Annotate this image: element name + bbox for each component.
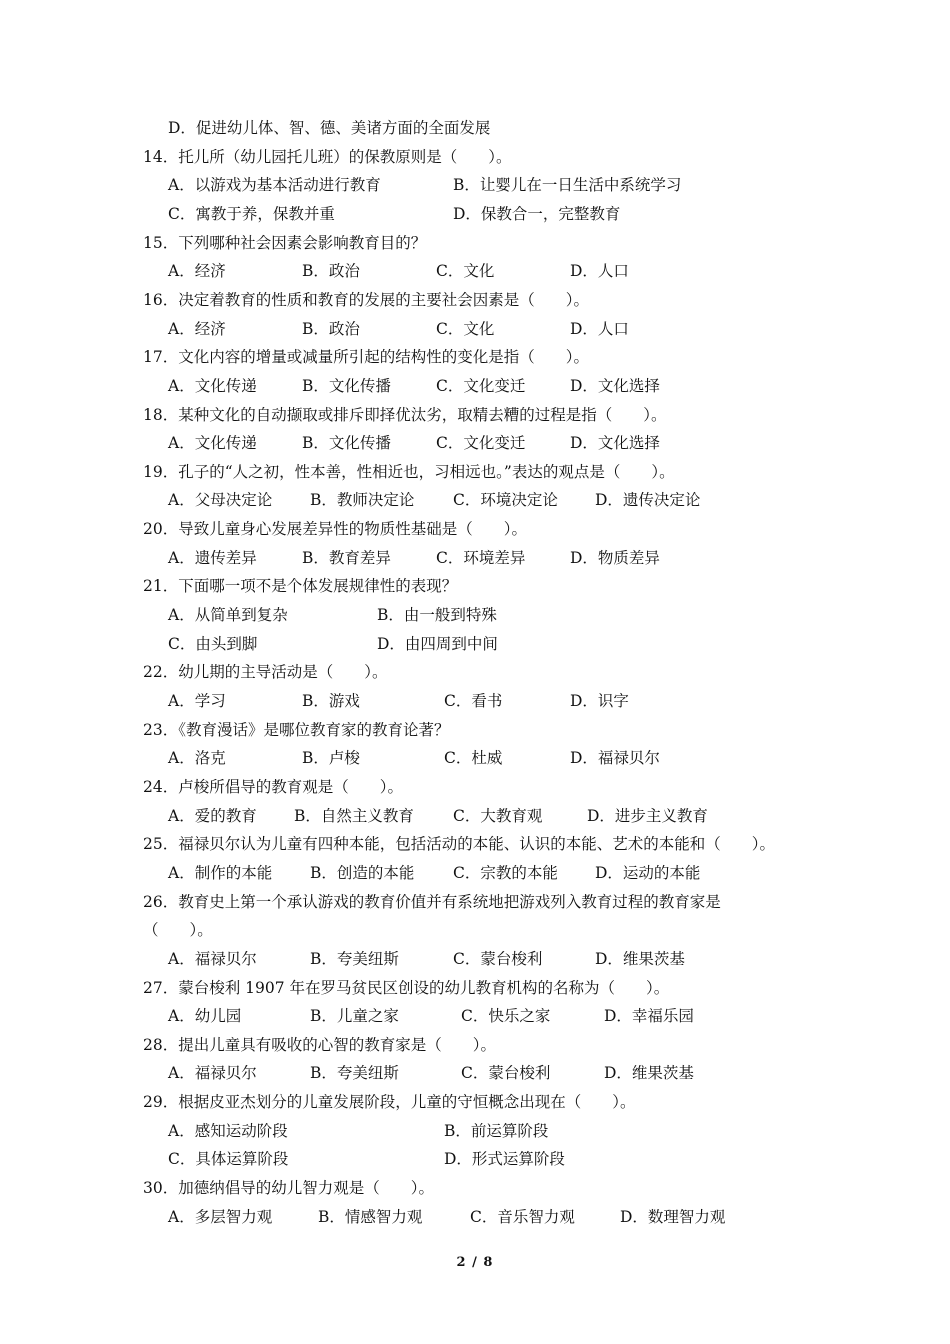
answer-option: C．环境差异	[436, 548, 526, 567]
question-text: 20．导致儿童身心发展差异性的物质性基础是（ ）。	[143, 520, 527, 539]
answer-option: C．文化变迁	[436, 434, 526, 453]
answer-option: C．杜威	[444, 749, 503, 768]
question-text: （ ）。	[143, 921, 213, 940]
answer-option: C．文化	[436, 262, 495, 281]
answer-option: B．情感智力观	[318, 1207, 423, 1226]
answer-option: B．夸美纽斯	[310, 1064, 399, 1083]
answer-option: B．自然主义教育	[294, 806, 414, 825]
question-text: 15．下列哪种社会因素会影响教育目的？	[143, 233, 427, 252]
question-text: 18．某种文化的自动撷取或排斥即择优汰劣，取精去糟的过程是指（ ）。	[143, 405, 667, 424]
question-text: 22．幼儿期的主导活动是（ ）。	[143, 663, 388, 682]
answer-option: D．人口	[570, 262, 629, 281]
answer-option: A．经济	[168, 262, 226, 281]
answer-option: D．运动的本能	[595, 863, 701, 882]
answer-option: C．快乐之家	[461, 1007, 551, 1026]
question-text: 14．托儿所（幼儿园托儿班）的保教原则是（ ）。	[143, 147, 512, 166]
question-text: 23．《教育漫话》是哪位教育家的教育论著？	[143, 720, 450, 739]
answer-option: A．以游戏为基本活动进行教育	[168, 176, 381, 195]
answer-option: C．蒙台梭利	[461, 1064, 551, 1083]
answer-option: D．文化选择	[570, 376, 660, 395]
answer-option: A．福禄贝尔	[168, 949, 257, 968]
answer-option: C．蒙台梭利	[453, 949, 543, 968]
answer-option: D．数理智力观	[620, 1207, 726, 1226]
answer-option: C．寓教于养，保教并重	[168, 204, 335, 223]
answer-option: A．幼儿园	[168, 1007, 242, 1026]
answer-option: A．制作的本能	[168, 863, 273, 882]
answer-option: C．具体运算阶段	[168, 1150, 289, 1169]
answer-option: B．前运算阶段	[444, 1121, 549, 1140]
answer-option: A．洛克	[168, 749, 226, 768]
answer-option: B．教师决定论	[310, 491, 415, 510]
answer-option: B．让婴儿在一日生活中系统学习	[453, 176, 682, 195]
answer-option: D．福禄贝尔	[570, 749, 660, 768]
answer-option: B．文化传播	[302, 434, 391, 453]
question-text: 17．文化内容的增量或减量所引起的结构性的变化是指（ ）。	[143, 348, 589, 367]
question-text: 26．教育史上第一个承认游戏的教育价值并有系统地把游戏列入教育过程的教育家是	[143, 892, 721, 911]
answer-option: B．由一般到特殊	[377, 606, 497, 625]
answer-option: B．儿童之家	[310, 1007, 399, 1026]
answer-option: D．促进幼儿体、智、德、美诸方面的全面发展	[168, 119, 491, 137]
answer-option: A．学习	[168, 692, 226, 710]
answer-option: B．政治	[302, 262, 360, 281]
answer-option: D．识字	[570, 692, 629, 710]
answer-option: C．看书	[444, 692, 503, 710]
answer-option: A．文化传递	[168, 434, 257, 453]
answer-option: A．遗传差异	[168, 548, 257, 567]
answer-option: B．政治	[302, 319, 360, 338]
answer-option: C．音乐智力观	[470, 1207, 575, 1226]
answer-option: D．物质差异	[570, 548, 660, 567]
answer-option: D．保教合一，完整教育	[453, 204, 621, 223]
answer-option: C．环境决定论	[453, 491, 558, 510]
answer-option: A．经济	[168, 319, 226, 338]
answer-option: B．卢梭	[302, 749, 360, 768]
answer-option: C．文化变迁	[436, 376, 526, 395]
answer-option: D．形式运算阶段	[444, 1150, 565, 1169]
answer-option: B．教育差异	[302, 548, 391, 567]
answer-option: D．由四周到中间	[377, 634, 498, 653]
answer-option: A．福禄贝尔	[168, 1064, 257, 1083]
answer-option: B．游戏	[302, 692, 360, 710]
question-text: 28．提出儿童具有吸收的心智的教育家是（ ）。	[143, 1035, 496, 1054]
answer-option: C．由头到脚	[168, 634, 258, 653]
question-text: 19．孔子的“人之初，性本善，性相近也，习相远也。”表达的观点是（ ）。	[143, 462, 675, 481]
answer-option: D．人口	[570, 319, 629, 338]
answer-option: D．维果茨基	[604, 1064, 694, 1083]
answer-option: A．文化传递	[168, 376, 257, 395]
answer-option: A．父母决定论	[168, 491, 273, 510]
question-text: 25．福禄贝尔认为儿童有四种本能，包括活动的本能、认识的本能、艺术的本能和（ ）。	[143, 835, 775, 854]
answer-option: D．遗传决定论	[595, 491, 701, 510]
question-text: 30．加德纳倡导的幼儿智力观是（ ）。	[143, 1179, 434, 1198]
answer-option: D．幸福乐园	[604, 1007, 694, 1026]
question-text: 27．蒙台梭利 1907 年在罗马贫民区创设的幼儿教育机构的名称为（ ）。	[143, 978, 670, 997]
answer-option: C．大教育观	[453, 806, 543, 825]
question-text: 24．卢梭所倡导的教育观是（ ）。	[143, 777, 403, 796]
answer-option: A．多层智力观	[168, 1207, 273, 1226]
answer-option: B．创造的本能	[310, 863, 415, 882]
answer-option: D．进步主义教育	[587, 806, 708, 825]
answer-option: B．文化传播	[302, 376, 391, 395]
answer-option: C．文化	[436, 319, 495, 338]
answer-option: A．感知运动阶段	[168, 1121, 288, 1140]
answer-option: D．维果茨基	[595, 949, 685, 968]
answer-option: B．夸美纽斯	[310, 949, 399, 968]
question-text: 16．决定着教育的性质和教育的发展的主要社会因素是（ ）。	[143, 290, 589, 309]
answer-option: A．爱的教育	[168, 806, 257, 825]
answer-option: C．宗教的本能	[453, 863, 558, 882]
page-number: 2 / 8	[456, 1255, 494, 1270]
answer-option: A．从简单到复杂	[168, 606, 288, 625]
question-text: 29．根据皮亚杰划分的儿童发展阶段，儿童的守恒概念出现在（ ）。	[143, 1093, 636, 1112]
answer-option: D．文化选择	[570, 434, 660, 453]
question-text: 21．下面哪一项不是个体发展规律性的表现？	[143, 577, 458, 596]
